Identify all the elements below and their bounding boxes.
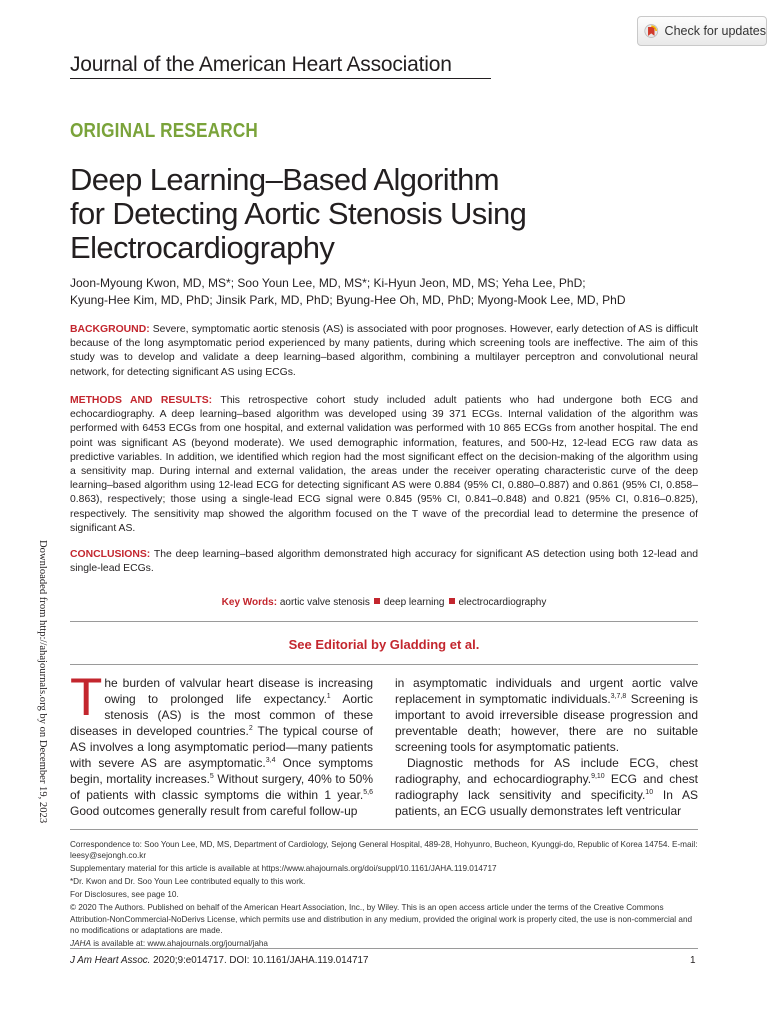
- abstract-methods-results: [70, 394, 698, 536]
- keyword-item: electrocardiography: [458, 597, 547, 608]
- journal-name: Journal of the American Heart Association: [70, 53, 452, 76]
- bullet-square-icon: [449, 598, 455, 604]
- body-paragraph: [395, 675, 698, 755]
- citation-text: 2020;9:e014717. DOI: 10.1161/JAHA.119.014717: [150, 955, 369, 966]
- article-title: [70, 163, 630, 265]
- conclusions-text: The deep learning–based algorithm demonstrated high accuracy for significant AS detection using both 12-lead and single-lead ECGs.: [70, 549, 699, 575]
- authors-line-2: Kyung-Hee Kim, MD, PhD; Jinsik Park, MD, PhD; Byung-Hee Oh, MD, PhD; Myong-Mook Lee, MD, PhD: [70, 293, 626, 307]
- ref[interactable]: 10: [645, 789, 654, 796]
- jaha-abbrev: JAHA: [70, 939, 91, 949]
- body-paragraph: [395, 755, 698, 819]
- abstract-background: [70, 323, 698, 380]
- footnote-equal-contribution: *Dr. Kwon and Dr. Soo Youn Lee contributed equally to this work.: [70, 877, 306, 887]
- background-text: Severe, symptomatic aortic stenosis (AS) is associated with poor prognoses. However, early detection of AS is difficult because of the long asymptomatic period experienced by many patients, during which screening tools are ineffective. The aim of this study was to develop and validate a deep learning–based algorithm, combining a multilayer perceptron and convolutional neural network, for detecting significant AS using ECGs.: [70, 324, 698, 378]
- body-text: The typical course of AS involves a long asymptomatic period—many patients with severe AS are asymptomatic.: [70, 724, 373, 770]
- ref[interactable]: 5,6: [363, 789, 373, 796]
- keyword-item: aortic valve stenosis: [279, 597, 370, 608]
- jaha-link-text: is available at: www.ahajournals.org/journal/jaha: [90, 939, 268, 949]
- ref[interactable]: 2: [248, 725, 253, 732]
- body-text: he burden of valvular heart disease is increasing owing to prolonged life expectancy.: [104, 676, 373, 706]
- footnote-disclosures: For Disclosures, see page 10.: [70, 890, 179, 900]
- check-updates-icon: [644, 22, 659, 40]
- title-line-1: Deep Learning–Based Algorithm: [70, 162, 499, 197]
- ref[interactable]: 5: [209, 773, 214, 780]
- keywords-label: Key Words:: [221, 597, 278, 608]
- body-paragraph: [70, 668, 373, 819]
- body-text: Diagnostic methods for AS include ECG, chest radiography, and echocardiography.: [395, 756, 698, 786]
- background-heading: BACKGROUND:: [70, 324, 150, 335]
- footnotes: [70, 839, 698, 951]
- footer-citation: [70, 955, 368, 966]
- footnote-copyright: © 2020 The Authors. Published on behalf of the American Heart Association, Inc., by Wiley. This is an open access article under the terms of the Creative Commons Attribution-NonCommercial-NoDerivs License, which permits use and distribution in any medium, provided the original work is properly cited, the use is non-commercial and no modifications or adaptations are made.: [70, 903, 693, 936]
- body-text: Aortic stenosis (AS) is the most common of these diseases in developed countries.: [70, 692, 373, 738]
- divider: [70, 829, 698, 830]
- download-sidebar: [34, 540, 48, 824]
- body-text: Good outcomes generally result from careful follow-up: [70, 804, 358, 818]
- divider: [70, 948, 698, 949]
- body-text: in asymptomatic individuals and urgent aortic valve replacement in symptomatic individuals.: [395, 676, 698, 706]
- abstract-conclusions: [70, 548, 698, 576]
- ref[interactable]: 1: [326, 693, 331, 700]
- bullet-square-icon: [374, 598, 380, 604]
- body-text: In AS patients, an ECG usually demonstrates left ventricular: [395, 788, 698, 818]
- ref[interactable]: 3,7,8: [610, 693, 627, 700]
- divider: [70, 664, 698, 665]
- divider: [70, 621, 698, 622]
- title-line-2: for Detecting Aortic Stenosis Using: [70, 196, 527, 231]
- ref[interactable]: 9,10: [591, 773, 605, 780]
- body-text: Once symptoms begin, mortality increases.: [70, 756, 373, 786]
- check-for-updates-button[interactable]: [637, 16, 767, 46]
- body-text: Without surgery, 40% to 50% of patients with classic symptoms die within 1 year.: [70, 772, 373, 802]
- body-column-1: [70, 668, 373, 819]
- ref[interactable]: 3,4: [265, 757, 276, 764]
- check-for-updates-label: Check for updates: [664, 24, 766, 38]
- keywords: [70, 597, 698, 608]
- authors-line-1: Joon-Myoung Kwon, MD, MS*; Soo Youn Lee, MD, MS*; Ki-Hyun Jeon, MD, MS; Yeha Lee, PhD;: [70, 276, 586, 290]
- author-list: [70, 275, 710, 309]
- section-label: ORIGINAL RESEARCH: [70, 120, 259, 142]
- footnote-correspondence: Correspondence to: Soo Youn Lee, MD, MS, Department of Cardiology, Sejong General Hospital, 489-28, Hohyunro, Bucheon, Kyunggi-do, Republic of Korea 14754. E-mail: leesy@sejongh.co.kr: [70, 840, 698, 861]
- keyword-item: deep learning: [383, 597, 445, 608]
- body-text: Screening is important to avoid irreversible disease progression and preventable death; however, there are no suitable screening tools for asymptomatic patients.: [395, 692, 699, 754]
- conclusions-heading: CONCLUSIONS:: [70, 549, 151, 560]
- drop-cap: T: [70, 668, 103, 727]
- page-number: 1: [690, 955, 696, 966]
- journal-underline: [70, 78, 491, 79]
- body-text: ECG and chest radiography lack sensitivity and specificity.: [395, 772, 698, 802]
- methods-text: This retrospective cohort study included adult patients who had undergone both ECG and echocardiography. A deep learning–based algorithm was developed using 39 371 ECGs. Internal validation of the algorithm was performed with 6453 ECGs from one hospital, and external validation was performed with 10 865 ECGs from another hospital. The end point was significant AS (beyond moderate). We used demographic information, features, and 500-Hz, 12-lead ECG raw data as predictive variables. In addition, we identified which region had the most significant effect on the decision-making of the algorithm using a sensitivity map. During internal and external validation, the areas under the receiver operating characteristic curve of the deep learning–based algorithm using 12-lead ECG for detecting significant AS were 0.884 (95% CI, 0.880–0.887) and 0.861 (95% CI, 0.858–0.863), respectively; those using a single-lead ECG signal were 0.845 (95% CI, 0.841–0.848) and 0.821 (95% CI, 0.816–0.825), respectively. The sensitivity map showed the algorithm focused on the T wave of the precordial lead to determine the presence of significant AS.: [70, 395, 698, 534]
- download-notice: Downloaded from http://ahajournals.org by on December 19, 2023: [37, 540, 48, 824]
- body-column-2: [395, 675, 698, 819]
- journal-abbrev: J Am Heart Assoc.: [70, 955, 151, 966]
- editorial-link[interactable]: See Editorial by Gladding et al.: [288, 637, 480, 652]
- title-line-3: Electrocardiography: [70, 230, 335, 265]
- methods-heading: METHODS AND RESULTS:: [70, 395, 213, 406]
- footnote-supplementary: Supplementary material for this article is available at https://www.ahajournals.org/doi/suppl/10.1161/JAHA.119.014717: [70, 864, 497, 874]
